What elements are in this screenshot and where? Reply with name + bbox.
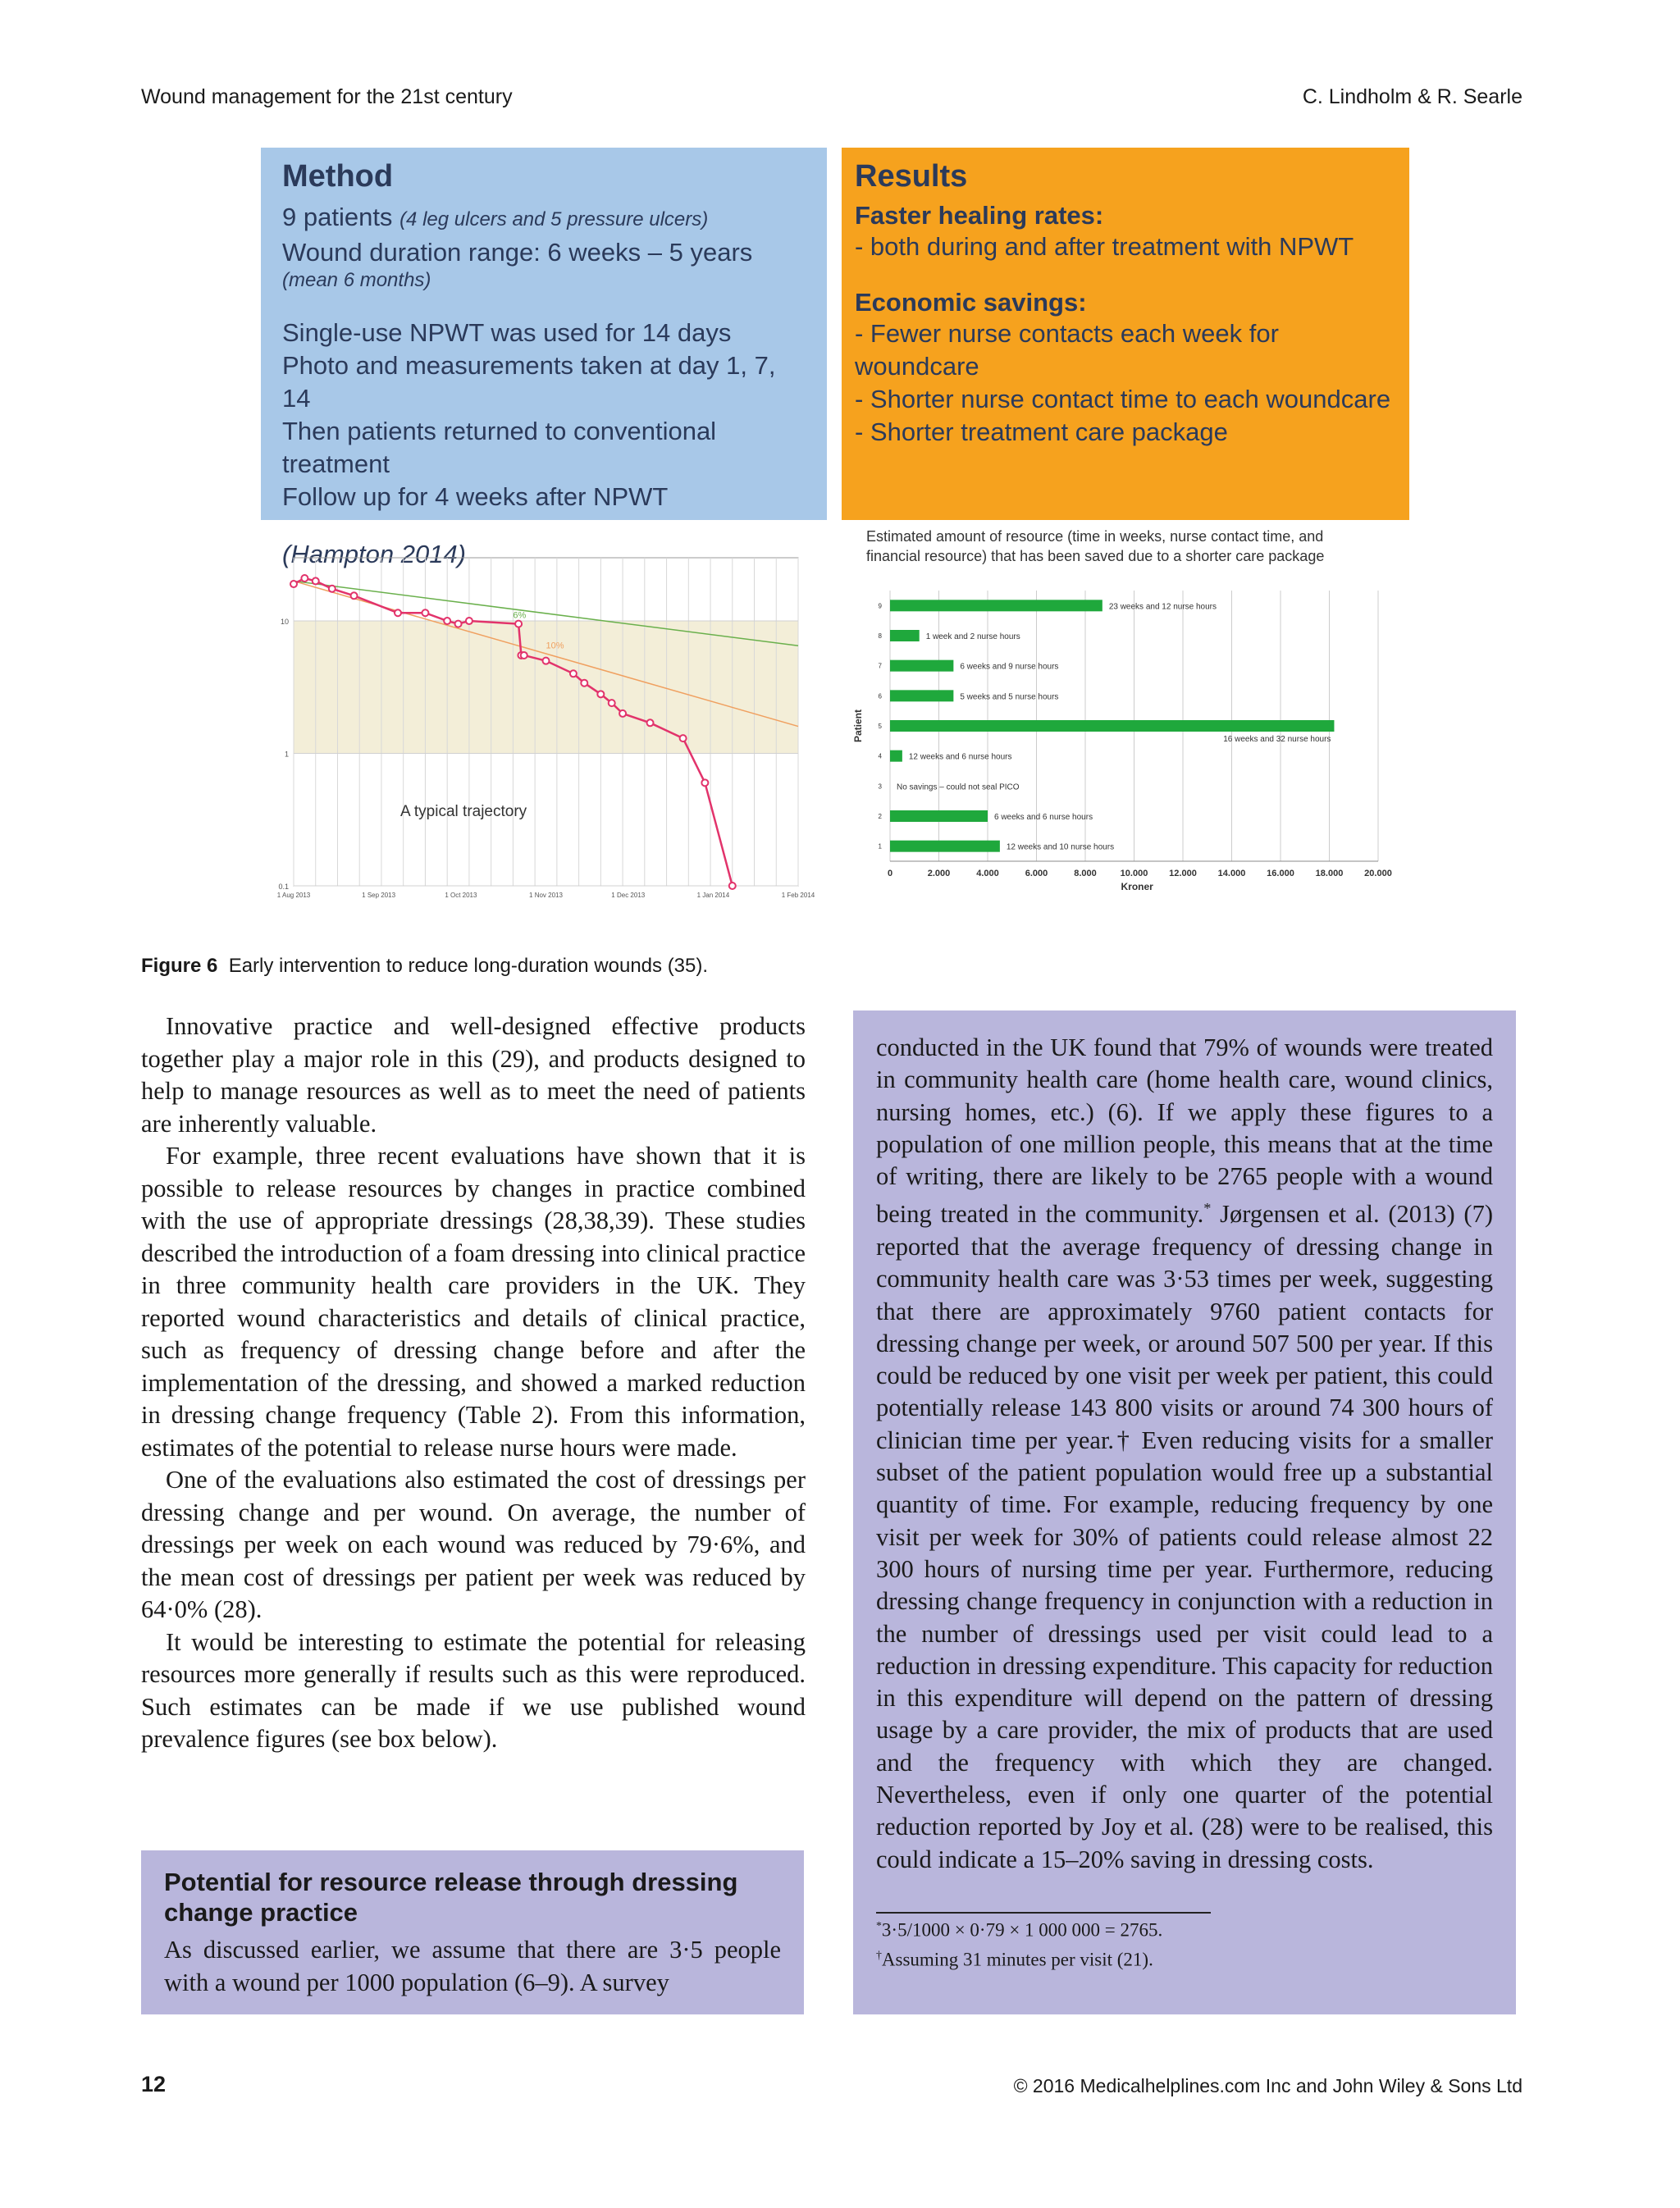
trajectory-y-tick: 10 (280, 618, 289, 627)
bar-chart-xlabel: Kroner (1121, 881, 1153, 892)
trajectory-point (515, 621, 522, 627)
trajectory-point (570, 670, 577, 677)
method-source: (Hampton 2014) (282, 540, 467, 568)
box-text-part-1: conducted in the UK found that 79% of wounds were treated in community health care (home health care, wound clinics, nursing homes, etc.) (6). If we apply these figures to a population of one million people, this means that at the time of writing, there are likely to be 2765 people with a wound being treated in the community. (876, 1033, 1493, 1229)
trajectory-x-tick: 1 Nov 2013 (529, 892, 563, 899)
bar-x-tick: 8.000 (1074, 869, 1097, 878)
trajectory-point (313, 577, 319, 584)
method-patients-detail: (4 leg ulcers and 5 pressure ulcers) (399, 208, 709, 230)
bar-x-tick: 2.000 (927, 869, 951, 878)
method-patients: 9 patients (282, 203, 393, 231)
trend-label-10pct: 10% (546, 641, 564, 651)
bar-data-label: 6 weeks and 6 nurse hours (994, 813, 1093, 822)
footnote-1-text: 3·5/1000 × 0·79 × 1 000 000 = 2765. (881, 1919, 1163, 1941)
bar-data-label: 12 weeks and 10 nurse hours (1006, 842, 1115, 852)
bar-chart-title-1: Estimated amount of resource (time in weeks, nurse contact time, and (866, 528, 1324, 545)
bar-x-tick: 12.000 (1169, 869, 1197, 878)
bar-category-label: 1 (878, 842, 882, 851)
resource-box-right (853, 1010, 1516, 2014)
bar-data-label: 12 weeks and 6 nurse hours (908, 752, 1012, 762)
bar-category-label: 9 (878, 602, 882, 610)
footnote-2-text: Assuming 31 minutes per visit (21). (881, 1949, 1153, 1970)
trajectory-annotation: A typical trajectory (400, 803, 527, 820)
trajectory-x-tick: 1 Sep 2013 (362, 892, 396, 899)
method-box (261, 148, 827, 568)
bar-x-tick: 16.000 (1267, 869, 1294, 878)
footnote-2 (876, 1943, 1493, 1973)
savings-bar (890, 630, 920, 641)
box-text-part-3: Even reducing visits for a smaller subset of the patient population would free up a substantial quantity of time. For example, reducing frequency by one visit per week for 30% of patients could release almost 22 300 hours of nursing time per year. Furthermore, reducing dressing change frequency in conjunction with a reduction in the number of dressings used per visit could lead to a reduction in dressing expenditure. This capacity for reduction in this expenditure will depend on the pattern of dressing usage by a care provider, the mix of products that are used and the frequency with which they are changed. Nevertheless, even if only one quarter of the potential reduction reported by Joy et al. (28) were to be realised, this could indicate a 15–20% saving in dressing costs. (876, 1426, 1493, 1873)
savings-bar (890, 720, 1334, 732)
footnote-1 (876, 1914, 1493, 1943)
bar-data-label: 1 week and 2 nurse hours (925, 632, 1020, 641)
trajectory-point (290, 581, 297, 587)
trajectory-point (619, 710, 626, 717)
trajectory-point (701, 779, 708, 786)
trajectory-point (466, 618, 472, 624)
left-column (141, 1010, 806, 1756)
results-item-2: - Fewer nurse contacts each week for woundcare (855, 319, 1279, 381)
trajectory-point (422, 609, 428, 616)
results-title: Results (855, 159, 968, 194)
trajectory-chart (261, 541, 815, 919)
savings-bar (890, 690, 953, 701)
trajectory-point (680, 735, 687, 741)
trajectory-point (543, 658, 550, 664)
bar-category-label: 8 (878, 632, 882, 640)
trajectory-point (444, 618, 450, 624)
footnote-2-mark: † (876, 1948, 882, 1961)
trajectory-point (455, 621, 462, 627)
bar-x-tick: 14.000 (1217, 869, 1246, 878)
results-item-3: - Shorter nurse contact time to each woundcare (855, 385, 1391, 413)
savings-bar (890, 600, 1102, 611)
trajectory-x-tick: 1 Aug 2013 (276, 892, 311, 899)
paragraph-4: It would be interesting to estimate the potential for releasing resources more generally if results such as this were reproduced. Such estimates can be made if we use published wound prevalence figures (see box below). (141, 1627, 806, 1753)
bar-category-label: 2 (878, 813, 882, 820)
trajectory-y-tick: 0.1 (278, 883, 289, 891)
results-box (842, 148, 1409, 520)
bar-x-tick: 6.000 (1025, 869, 1048, 878)
method-title: Method (282, 159, 394, 194)
trajectory-x-tick: 1 Oct 2013 (445, 892, 477, 899)
resource-box-text-left: As discussed earlier, we assume that there are 3·5 people with a wound per 1000 population (6–9). A survey (164, 1936, 781, 1996)
bar-chart-ylabel: Patient (852, 709, 864, 742)
savings-bar (890, 810, 988, 822)
figure-caption-text: Early intervention to reduce long-duration wounds (35). (228, 955, 709, 977)
bar-category-label: 5 (878, 723, 882, 730)
paragraph-3: One of the evaluations also estimated the cost of dressings per dressing change and per wound. On average, the number of dressings per week on each wound was reduced by 79·6%, and the mean cost of dressings per patient per week was reduced by 64·0% (28). (141, 1466, 806, 1623)
copyright: © 2016 Medicalhelplines.com Inc and John Wiley & Sons Ltd (1013, 2075, 1522, 2096)
figure-caption-label: Figure 6 (141, 955, 218, 977)
running-head-left: Wound management for the 21st century (141, 85, 513, 108)
trajectory-point (521, 652, 527, 659)
figure-caption (141, 955, 708, 978)
method-line-1: Single-use NPWT was used for 14 days (282, 318, 732, 347)
trend-label-6pct: 6% (513, 610, 527, 621)
resource-box-text-right (876, 1032, 1493, 1876)
method-duration-mean: (mean 6 months) (282, 269, 431, 291)
resource-box-left (141, 1850, 804, 2014)
trajectory-x-tick: 1 Feb 2014 (781, 892, 815, 899)
results-sub-2: Economic savings: (855, 288, 1087, 317)
running-head-right: C. Lindholm & R. Searle (1302, 85, 1522, 108)
method-duration: Wound duration range: 6 weeks – 5 years (282, 238, 753, 267)
trajectory-point (647, 719, 654, 726)
trajectory-point (351, 592, 358, 599)
bar-data-label: 5 weeks and 5 nurse hours (960, 692, 1059, 702)
box-text-part-2: Jørgensen et al. (2013) (7) reported that the average frequency of dressing change in community health care was 3·53 times per week, suggesting that there are approximately 9760 patient contacts for dressing change per week, or around 507 500 per year. If this could be reduced by one visit per week per patient, this could potentially release 143 800 visits or around 74 300 hours of clinician time per year. (876, 1200, 1493, 1454)
paragraph-1: Innovative practice and well-designed effective products together play a major role in this (29), and products designed to help to manage resources as well as to meet the need of patients are inherently valuable. (141, 1012, 806, 1138)
bar-category-label: 4 (878, 752, 882, 760)
results-item-1: - both during and after treatment with NPWT (855, 232, 1354, 261)
paragraph-2: For example, three recent evaluations have shown that it is possible to release resources by changes in practice combined with the use of appropriate dressings (28,38,39). These studies described the introduction of a foam dressing into clinical practice in three community health care providers in the UK. They reported wound characteristics and details of clinical practice, such as frequency of dressing change before and after the implementation of the dressing, and showed a marked reduction in dressing change frequency (Table 2). From this information, estimates of the potential to release nurse hours were made. (141, 1142, 806, 1462)
trajectory-x-tick: 1 Jan 2014 (696, 892, 730, 899)
bar-x-tick: 10.000 (1120, 869, 1148, 878)
bar-category-label: 3 (878, 782, 882, 791)
savings-bar (890, 750, 902, 762)
savings-bar (890, 841, 1000, 852)
method-line-2: Photo and measurements taken at day 1, 7, 14 (282, 351, 776, 413)
trajectory-point (581, 680, 587, 687)
bar-x-tick: 20.000 (1364, 869, 1392, 878)
results-item-4: - Shorter treatment care package (855, 417, 1228, 446)
bar-data-label: 16 weeks and 32 nurse hours (1223, 735, 1331, 744)
savings-bar (890, 660, 953, 672)
footnote-mark-1: * (1203, 1200, 1212, 1217)
trajectory-y-tick: 1 (284, 750, 289, 759)
bar-data-label: 6 weeks and 9 nurse hours (960, 662, 1059, 672)
bar-category-label: 6 (878, 692, 882, 700)
page-number: 12 (141, 2072, 167, 2096)
footnote-1-mark: * (876, 1918, 882, 1932)
trajectory-point (597, 691, 604, 697)
bar-x-tick: 4.000 (976, 869, 999, 878)
trajectory-point (729, 883, 736, 889)
trajectory-point (329, 586, 336, 592)
savings-bar-chart (853, 525, 1411, 910)
results-sub-1: Faster healing rates: (855, 201, 1104, 230)
method-line-4: Follow up for 4 weeks after NPWT (282, 482, 669, 511)
method-line-3: Then patients returned to conventional treatment (282, 417, 717, 478)
bar-data-label: No savings – could not seal PICO (897, 782, 1020, 792)
trajectory-point (395, 609, 401, 616)
trajectory-point (609, 700, 615, 706)
bar-chart-title-2: financial resource) that has been saved due to a shorter care package (866, 548, 1325, 564)
bar-x-tick: 0 (887, 869, 893, 878)
footnote-mark-2: † (1114, 1426, 1133, 1454)
bar-x-tick: 18.000 (1315, 869, 1344, 878)
bar-category-label: 7 (878, 662, 882, 670)
resource-box-title: Potential for resource release through dressing change practice (164, 1868, 738, 1927)
bar-data-label: 23 weeks and 12 nurse hours (1108, 602, 1217, 612)
trajectory-x-tick: 1 Dec 2013 (611, 892, 646, 899)
trajectory-point (301, 575, 308, 582)
